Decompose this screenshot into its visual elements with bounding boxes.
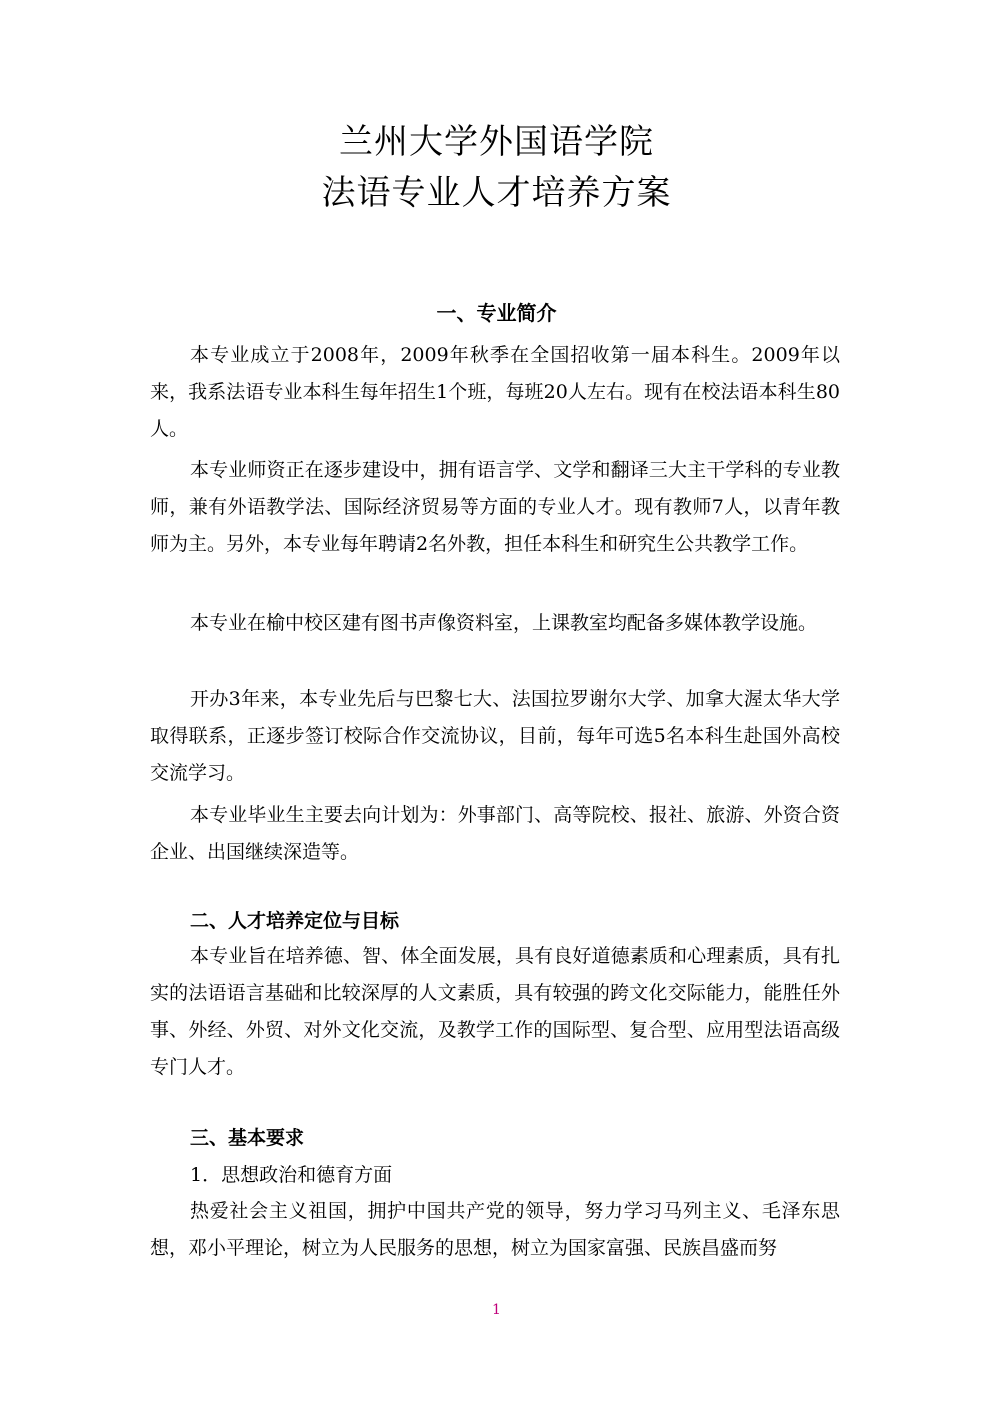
section3-item-1: 1．思想政治和德育方面: [190, 1164, 393, 1186]
section1-paragraph-2: 本专业师资正在逐步建设中，拥有语言学、文学和翻译三大主干学科的专业教师，兼有外语教学法、国际经济贸易等方面的专业人才。现有教师7人，以青年教师为主。另外，本专业每年聘请2名外教，担任本科生和研究生公共教学工作。: [150, 459, 840, 555]
section2-heading: 二、人才培养定位与目标: [190, 910, 400, 932]
page-number: 1: [492, 1302, 501, 1318]
document-title-line1: 兰州大学外国语学院: [339, 122, 654, 162]
section1-heading: 一、专业简介: [436, 301, 557, 325]
section2-paragraph-1: 本专业旨在培养德、智、体全面发展，具有良好道德素质和心理素质，具有扎实的法语语言基础和比较深厚的人文素质，具有较强的跨文化交际能力，能胜任外事、外经、外贸、对外文化交流，及教学工作的国际型、复合型、应用型法语高级专门人才。: [150, 945, 840, 1078]
section3-heading: 三、基本要求: [190, 1127, 305, 1149]
section3-paragraph-1: 热爱社会主义祖国，拥护中国共产党的领导，努力学习马列主义、毛泽东思想，邓小平理论，树立为人民服务的思想，树立为国家富强、民族昌盛而努: [150, 1200, 840, 1259]
section1-paragraph-3: 本专业在榆中校区建有图书声像资料室，上课教室均配备多媒体教学设施。: [190, 612, 818, 634]
section1-paragraph-4: 开办3年来，本专业先后与巴黎七大、法国拉罗谢尔大学、加拿大渥太华大学取得联系，正逐步签订校际合作交流协议，目前，每年可选5名本科生赴国外高校交流学习。: [150, 688, 840, 784]
document-title-line2: 法语专业人才培养方案: [321, 173, 672, 213]
section1-paragraph-1: 本专业成立于2008年，2009年秋季在全国招收第一届本科生。2009年以来，我系法语专业本科生每年招生1个班，每班20人左右。现有在校法语本科生80人。: [150, 344, 840, 440]
section1-paragraph-5: 本专业毕业生主要去向计划为：外事部门、高等院校、报社、旅游、外资合资企业、出国继续深造等。: [150, 804, 840, 863]
